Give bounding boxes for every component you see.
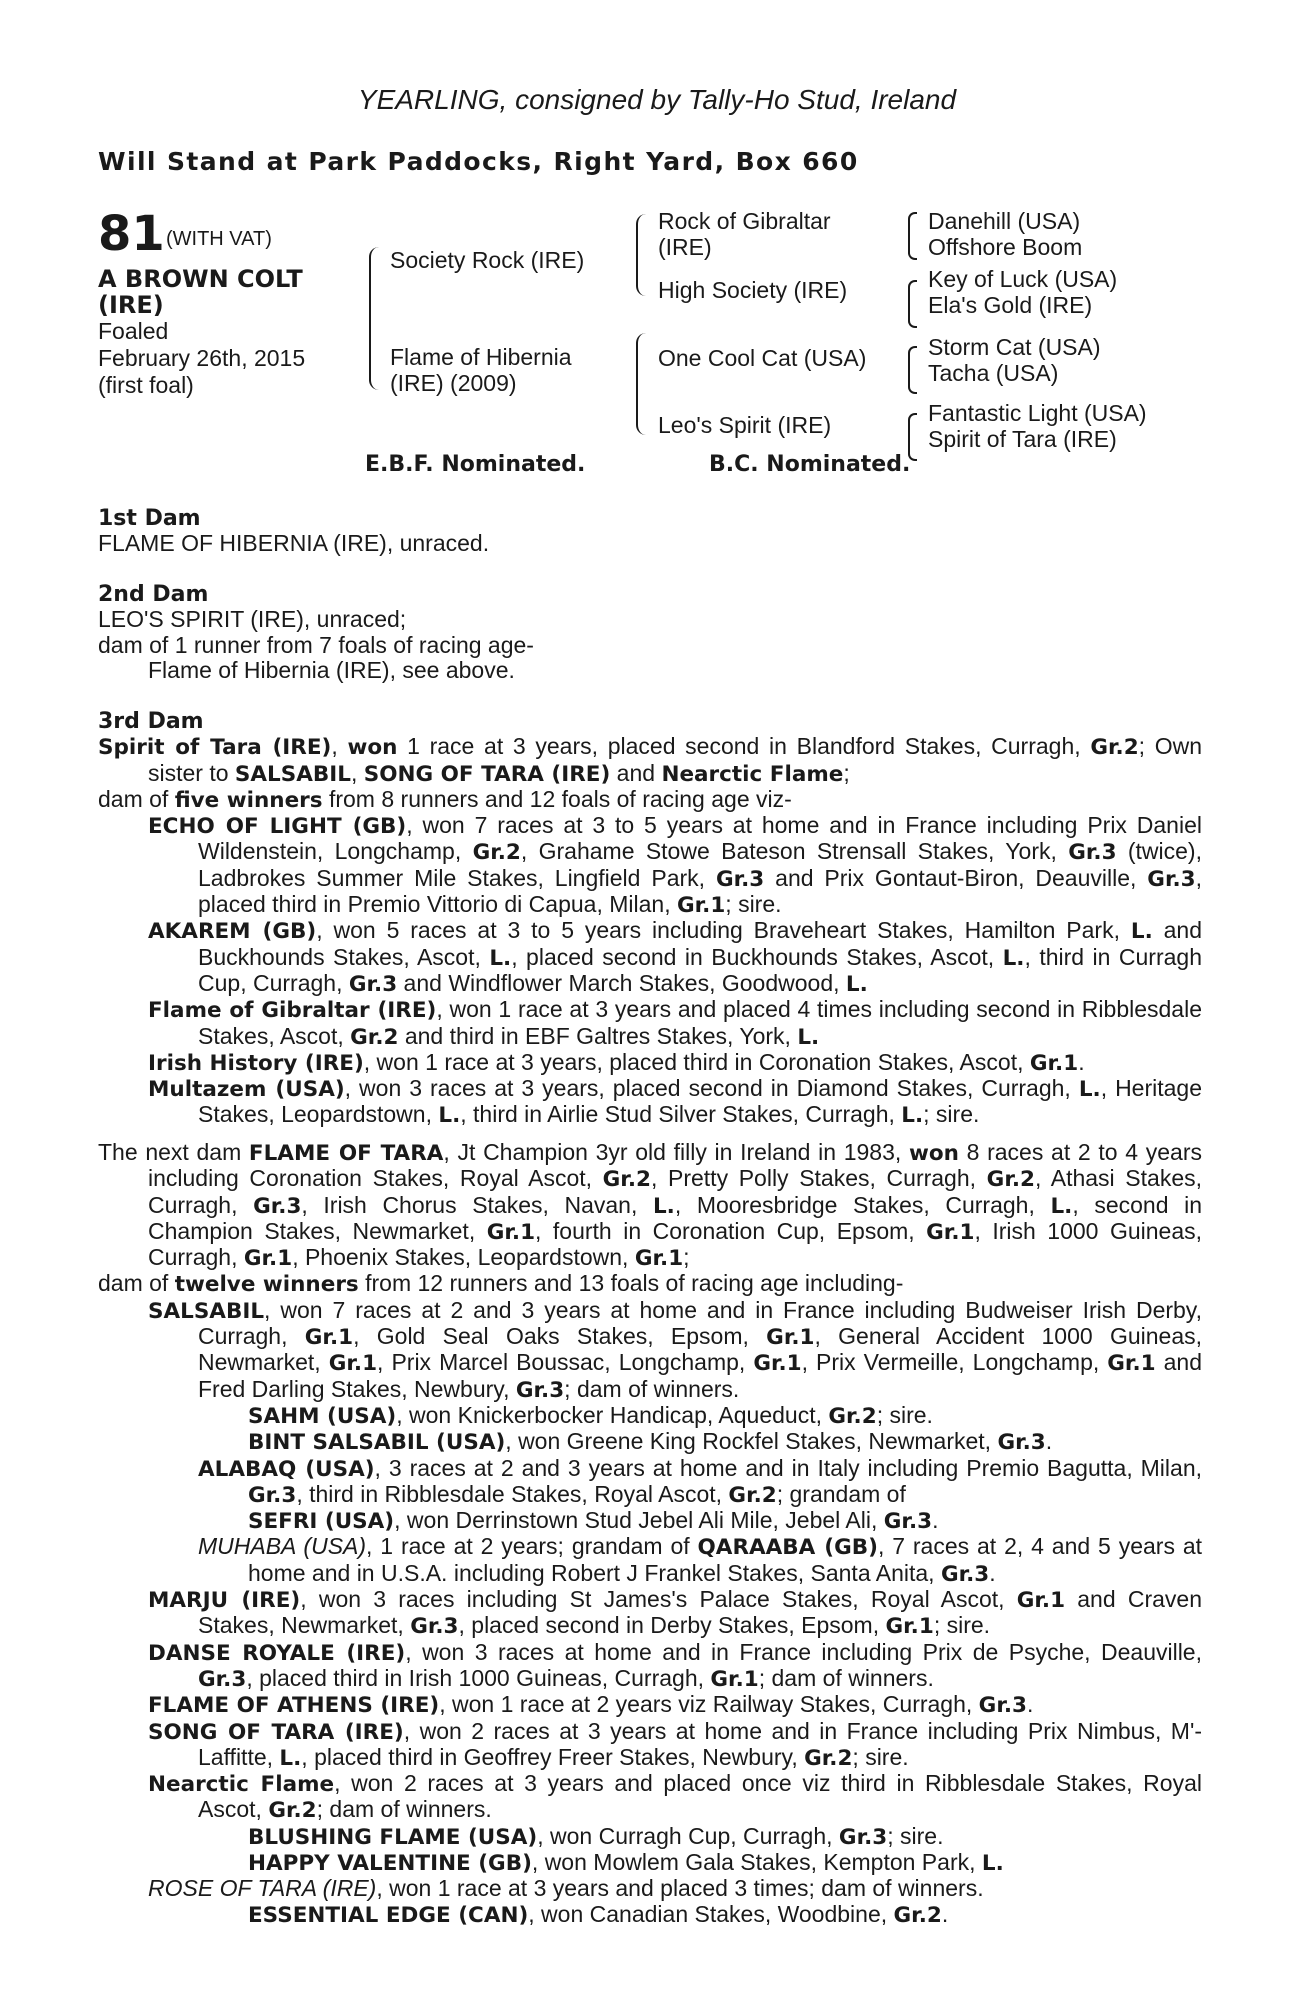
text-run: , won 3 races at 3 years, placed second in Diamond Stakes, Curragh, (344, 1075, 1079, 1102)
produce-entry (98, 1824, 1202, 1850)
bold-text-run: Gr.2 (804, 1745, 853, 1771)
bold-text-run: BINT SALSABIL (USA) (248, 1430, 506, 1456)
bold-text-run: Gr.1 (1107, 1351, 1156, 1377)
text-run: ; (683, 1244, 690, 1271)
bold-text-run: Gr.1 (766, 1325, 815, 1351)
bold-text-run: Nearctic Flame (148, 1772, 335, 1798)
bold-text-run: Gr.2 (1090, 735, 1139, 761)
text-run: , second in Champion Stakes, Newmarket, (148, 1191, 1202, 1244)
text-run: and Buckhounds Stakes, Ascot, (198, 917, 1203, 970)
text-run: , (350, 759, 364, 786)
text-run: , placed third in Premio Vittorio di Capua, Milan, (198, 864, 1202, 918)
bold-text-run: Gr.3 (838, 1824, 888, 1850)
text-run: and Prix Gontaut-Biron, Deauville, (764, 864, 1148, 891)
produce-entry (98, 1692, 1202, 1718)
text-run: ; (843, 759, 850, 786)
text-run: , won 1 race at 3 years and placed 4 times including second in Ribblesdale Stakes, Ascot, (198, 996, 1202, 1049)
text-run: The next dam (98, 1139, 249, 1165)
text-run: ; sire. (933, 1612, 991, 1639)
pedigree-dam-sire: One Cool Cat (USA) (658, 345, 867, 371)
text-run: , Prix Vermeille, Longchamp, (801, 1349, 1108, 1376)
bold-text-run: L. (1002, 945, 1025, 971)
produce-entry (98, 1298, 1202, 1403)
text-run: from 8 runners and 12 foals of racing age viz- (322, 785, 792, 812)
bold-text-run: twelve winners (174, 1272, 359, 1298)
bold-text-run: won (347, 735, 398, 761)
second-dam-line-1: LEO'S SPIRIT (IRE), unraced; (98, 606, 407, 633)
produce-entry (98, 1771, 1202, 1824)
first-dam-text: FLAME OF HIBERNIA (IRE), unraced. (98, 530, 490, 557)
bold-text-run: L. (797, 1024, 820, 1050)
bold-text-run: ALABAQ (USA) (198, 1456, 375, 1482)
bold-text-run: Gr.1 (1029, 1050, 1079, 1076)
produce-entry (98, 1508, 1202, 1534)
text-run: , placed third in Geoffrey Freer Stakes, Newbury, (301, 1743, 805, 1770)
bold-text-run: SONG OF TARA (IRE) (148, 1719, 404, 1745)
bold-text-run: Gr.1 (486, 1219, 536, 1245)
bold-text-run: L. (1130, 919, 1153, 945)
bc-nomination: B.C. Nominated. (709, 452, 911, 477)
text-run: and Craven Stakes, Newmarket, (198, 1586, 1202, 1639)
bold-text-run: Gr.3 (253, 1193, 302, 1219)
ggp-5: Storm Cat (USA) (928, 334, 1101, 360)
text-run: , placed third in Irish 1000 Guineas, Curragh, (246, 1664, 711, 1691)
bold-text-run: Gr.1 (328, 1351, 378, 1377)
pedigree-sire-dam: High Society (IRE) (658, 277, 848, 303)
bold-text-run: SALSABIL (234, 761, 351, 787)
text-run: dam of (98, 1270, 175, 1297)
bold-text-run: Gr.2 (893, 1902, 942, 1928)
bold-text-run: Gr.3 (248, 1482, 297, 1508)
text-run: from 12 runners and 13 foals of racing age including- (358, 1270, 904, 1297)
bold-text-run: SEFRI (USA) (248, 1509, 395, 1535)
text-run: , 3 races at 2 and 3 years at home and in Italy including Premio Bagutta, Milan, (374, 1454, 1202, 1481)
pedigree-dam: Flame of Hibernia (IRE) (2009) (390, 344, 572, 396)
text-run: ; sire. (887, 1822, 944, 1849)
produce-entry (98, 1429, 1202, 1455)
foal-note: (first foal) (98, 372, 194, 398)
bold-text-run: BLUSHING FLAME (USA) (248, 1824, 538, 1850)
sire-line-brace (636, 214, 647, 296)
bold-text-run: ECHO OF LIGHT (GB) (148, 814, 407, 840)
bold-text-run: five winners (174, 787, 323, 813)
produce-entry (98, 918, 1202, 997)
bold-text-run: Flame of Gibraltar (IRE) (148, 998, 437, 1024)
bold-text-run: FLAME OF ATHENS (IRE) (148, 1693, 440, 1719)
bold-text-run: Irish History (IRE) (148, 1050, 364, 1076)
text-run: and (610, 759, 662, 786)
bold-text-run: L. (901, 1103, 924, 1129)
text-run: , won Mowlem Gala Stakes, Kempton Park, (531, 1849, 982, 1876)
stand-location: Will Stand at Park Paddocks, Right Yard, Box 660 (98, 147, 859, 176)
page-header: YEARLING, consigned by Tally-Ho Stud, Ireland (357, 84, 957, 115)
vat-note: (WITH VAT) (166, 228, 272, 250)
produce-entry (98, 1902, 1202, 1928)
bold-text-run: HAPPY VALENTINE (GB) (248, 1851, 532, 1877)
text-run: , Heritage Stakes, Leopardstown, (198, 1075, 1202, 1128)
third-dam-paragraph (98, 734, 1202, 787)
bold-text-run: Gr.3 (715, 866, 765, 892)
text-run: , General Accident 1000 Guineas, Newmarket, (198, 1323, 1203, 1376)
bold-text-run: Spirit of Tara (IRE) (98, 735, 332, 761)
bold-text-run: DANSE ROYALE (IRE) (148, 1640, 406, 1666)
text-run: , (331, 733, 348, 760)
pedigree-sire-sire: Rock of Gibraltar (IRE) (658, 208, 831, 260)
text-run: , won 5 races at 3 to 5 years including Braveheart Stakes, Hamilton Park, (316, 917, 1131, 944)
text-run: and Fred Darling Stakes, Newbury, (198, 1349, 1202, 1402)
text-run: . (1078, 1048, 1085, 1075)
bold-text-run: SAHM (USA) (248, 1403, 397, 1429)
produce-entry (98, 1403, 1202, 1429)
text-run: , won 2 races at 3 years and placed once viz third in Ribblesdale Stakes, Royal Ascot, (198, 1770, 1202, 1823)
text-run: , won 1 race at 3 years, placed third in Coronation Stakes, Ascot, (363, 1048, 1030, 1075)
text-run: and Windflower March Stakes, Goodwood, (397, 969, 846, 996)
text-run: , won 3 races including St James's Palace Stakes, Royal Ascot, (300, 1586, 1017, 1613)
ggp-6: Tacha (USA) (928, 360, 1059, 386)
dam-line-brace (636, 333, 647, 435)
text-run: , won 3 races at home and in France including Prix de Psyche, Deauville, (405, 1638, 1202, 1665)
produce-entry (98, 997, 1202, 1050)
bold-text-run: Gr.1 (243, 1246, 293, 1272)
third-dam-section (98, 709, 1202, 1129)
text-run: , third in Airlie Stud Silver Stakes, Curragh, (460, 1101, 902, 1128)
text-run: , Grahame Stowe Bateson Strensall Stakes, York, (520, 838, 1069, 865)
foaled-date: February 26th, 2015 (98, 345, 306, 371)
ebf-nomination: E.B.F. Nominated. (365, 452, 586, 477)
foaled-label: Foaled (98, 318, 169, 344)
text-run: , fourth in Coronation Cup, Epsom, (535, 1217, 927, 1244)
text-run: , won Knickerbocker Handicap, Aqueduct, (396, 1401, 829, 1428)
bold-text-run: Gr.2 (350, 1024, 399, 1050)
ggp-1: Danehill (USA) (928, 208, 1081, 234)
text-run: . (932, 1507, 939, 1534)
produce-entry (98, 1587, 1202, 1640)
bold-text-run: L. (652, 1193, 675, 1219)
text-run: ; sire. (725, 891, 782, 918)
bold-text-run: Nearctic Flame (661, 761, 844, 787)
bold-text-run: Gr.3 (940, 1561, 990, 1587)
text-run: , 1 race at 2 years; grandam of (366, 1533, 698, 1560)
bold-text-run: L. (1050, 1193, 1073, 1219)
text-run: , won 1 race at 3 years and placed 3 times; dam of winners. (376, 1875, 984, 1902)
bold-text-run: Gr.3 (997, 1430, 1046, 1456)
bold-text-run: ESSENTIAL EDGE (CAN) (248, 1902, 529, 1928)
first-dam-section (98, 506, 1202, 557)
bold-text-run: Gr.2 (268, 1798, 317, 1824)
bold-text-run: MARJU (IRE) (148, 1588, 301, 1614)
first-dam-title: 1st Dam (98, 506, 201, 531)
text-run: , Irish Chorus Stakes, Navan, (301, 1191, 653, 1218)
produce-entry (98, 1534, 1202, 1587)
bold-text-run: QARAABA (GB) (697, 1535, 878, 1561)
bold-text-run: AKAREM (GB) (148, 919, 317, 945)
bold-text-run: Gr.3 (515, 1377, 565, 1403)
second-dam-line-3: Flame of Hibernia (IRE), see above. (148, 656, 515, 683)
text-run: ; grandam of (776, 1480, 906, 1507)
text-run: , placed second in Buckhounds Stakes, Ascot, (511, 943, 1003, 970)
text-run: ; sire. (852, 1743, 909, 1770)
next-dam-section (98, 1140, 1202, 1928)
bold-text-run: Gr.3 (410, 1614, 459, 1640)
bold-text-run: won (908, 1141, 959, 1166)
text-run: , won Derrinstown Stud Jebel Ali Mile, Jebel Ali, (394, 1507, 884, 1534)
ggp-brace-1 (908, 212, 917, 260)
ggp-brace-2 (908, 280, 917, 328)
ggp-3: Key of Luck (USA) (928, 266, 1118, 292)
next-dam-paragraph (98, 1140, 1202, 1271)
text-run: (twice), Ladbrokes Summer Mile Stakes, Lingfield Park, (198, 838, 1202, 891)
text-run: , 7 races at 2, 4 and 5 years at home and in U.S.A. including Robert J Frankel Stakes, Santa Anita, (248, 1533, 1203, 1586)
bold-text-run: Gr.3 (1147, 866, 1196, 892)
bold-text-run: Gr.1 (304, 1325, 354, 1351)
bold-text-run: Gr.3 (348, 971, 398, 997)
text-run: , won Greene King Rockfel Stakes, Newmarket, (505, 1428, 998, 1455)
second-dam-line-2: dam of 1 runner from 7 foals of racing age- (98, 631, 534, 658)
bold-text-run: Multazem (USA) (148, 1077, 345, 1103)
text-run: ; dam of winners. (564, 1375, 740, 1402)
bold-text-run: Gr.2 (986, 1167, 1035, 1193)
produce-entry (98, 1640, 1202, 1693)
bold-text-run: Gr.3 (198, 1666, 247, 1692)
bold-text-run: L. (279, 1745, 302, 1771)
bold-text-run: SONG OF TARA (IRE) (363, 761, 611, 787)
bold-text-run: Gr.2 (728, 1482, 777, 1508)
pedigree-dam-dam: Leo's Spirit (IRE) (658, 412, 832, 438)
lot-description: A BROWN COLT (IRE) (98, 265, 303, 319)
lot-number: 81 (98, 206, 165, 262)
text-run: , placed second in Derby Stakes, Epsom, (458, 1612, 886, 1639)
text-run: , Gold Seal Oaks Stakes, Epsom, (353, 1323, 767, 1350)
bold-text-run: Gr.1 (753, 1351, 802, 1377)
bold-text-run: Gr.1 (926, 1219, 975, 1245)
text-run: , Jt Champion 3yr old filly in Ireland in 1983, (443, 1139, 909, 1165)
ggp-brace-3 (908, 346, 917, 394)
text-run: , won 7 races at 3 to 5 years at home and in France including Prix Daniel Wildenstein, Longchamp, (198, 812, 1202, 865)
text-run: ; sire. (876, 1401, 933, 1428)
bold-text-run: FLAME OF TARA (248, 1141, 444, 1166)
produce-entry (98, 1876, 1202, 1901)
bold-text-run: Gr.1 (710, 1666, 759, 1692)
text-run: , Irish 1000 Guineas, Curragh, (148, 1217, 1203, 1271)
produce-entry (98, 1850, 1202, 1876)
text-run: 1 race at 3 years, placed second in Blandford Stakes, Curragh, (397, 733, 1091, 760)
bold-text-run: L. (981, 1851, 1004, 1877)
text-run: and third in EBF Galtres Stakes, York, (398, 1022, 798, 1049)
ggp-2: Offshore Boom (928, 234, 1083, 260)
text-run: . (941, 1900, 949, 1927)
produce-entry (98, 1076, 1202, 1129)
text-run: ; dam of winners. (316, 1796, 492, 1823)
text-run: , Athasi Stakes, Curragh, (148, 1165, 1203, 1218)
text-run: , won Canadian Stakes, Woodbine, (528, 1900, 894, 1927)
text-run: , third in Ribblesdale Stakes, Royal Ascot, (296, 1480, 729, 1507)
text-run: , won 1 race at 2 years viz Railway Stakes, Curragh, (439, 1691, 979, 1718)
second-dam-section (98, 582, 1202, 683)
bold-text-run: L. (845, 971, 868, 997)
italic-text-run: MUHABA (USA) (198, 1533, 367, 1560)
bold-text-run: Gr.2 (828, 1403, 877, 1429)
ggp-7: Fantastic Light (USA) (928, 400, 1147, 426)
ggp-8: Spirit of Tara (IRE) (928, 426, 1117, 452)
bold-text-run: L. (489, 945, 512, 971)
second-dam-title: 2nd Dam (98, 582, 209, 607)
text-run: , won Curragh Cup, Curragh, (537, 1822, 839, 1849)
text-run: 8 races at 2 to 4 years including Coronation Stakes, Royal Ascot, (148, 1139, 1202, 1192)
bold-text-run: Gr.2 (602, 1167, 651, 1193)
bold-text-run: Gr.3 (1068, 840, 1117, 866)
italic-text-run: ROSE OF TARA (IRE) (148, 1875, 377, 1902)
text-run: ; sire. (923, 1101, 980, 1128)
third-dam-title: 3rd Dam (98, 709, 204, 734)
third-dam-produce-summary (98, 787, 1202, 813)
text-run: ; Own sister to (148, 733, 1203, 786)
bold-text-run: Gr.1 (676, 893, 726, 919)
text-run: , third in Curragh Cup, Curragh, (198, 943, 1202, 996)
text-run: dam of (98, 785, 175, 812)
produce-entry (98, 813, 1202, 918)
bold-text-run: Gr.3 (978, 1693, 1027, 1719)
text-run: , Prix Marcel Boussac, Longchamp, (377, 1349, 754, 1376)
ggp-4: Ela's Gold (IRE) (928, 292, 1093, 318)
bold-text-run: Gr.1 (885, 1614, 934, 1640)
text-run: , won 2 races at 3 years at home and in France including Prix Nimbus, M'-Laffitte, (198, 1717, 1203, 1770)
bold-text-run: Gr.3 (883, 1509, 933, 1535)
text-run: , Mooresbridge Stakes, Curragh, (674, 1191, 1051, 1218)
next-dam-produce-summary (98, 1271, 1202, 1297)
text-run: . (989, 1559, 996, 1586)
bold-text-run: Gr.1 (634, 1246, 684, 1272)
pedigree-sire: Society Rock (IRE) (390, 247, 585, 273)
foaling-details (98, 318, 305, 399)
bold-text-run: L. (1078, 1077, 1101, 1103)
text-run: , won 7 races at 2 and 3 years at home and in France including Budweiser Irish Derby, Curragh, (198, 1296, 1202, 1350)
sire-dam-brace (369, 247, 380, 390)
text-run: . (1026, 1691, 1034, 1718)
bold-text-run: L. (438, 1103, 461, 1129)
bold-text-run: SALSABIL (148, 1298, 265, 1324)
produce-entry (98, 1050, 1202, 1076)
text-run: ; dam of winners. (758, 1664, 934, 1691)
produce-entry (98, 1719, 1202, 1772)
text-run: , Pretty Polly Stakes, Curragh, (650, 1165, 987, 1192)
text-run: , Phoenix Stakes, Leopardstown, (292, 1244, 635, 1271)
bold-text-run: Gr.2 (472, 840, 521, 866)
produce-entry (98, 1456, 1202, 1509)
text-run: . (1045, 1428, 1053, 1455)
bold-text-run: Gr.1 (1016, 1588, 1066, 1614)
